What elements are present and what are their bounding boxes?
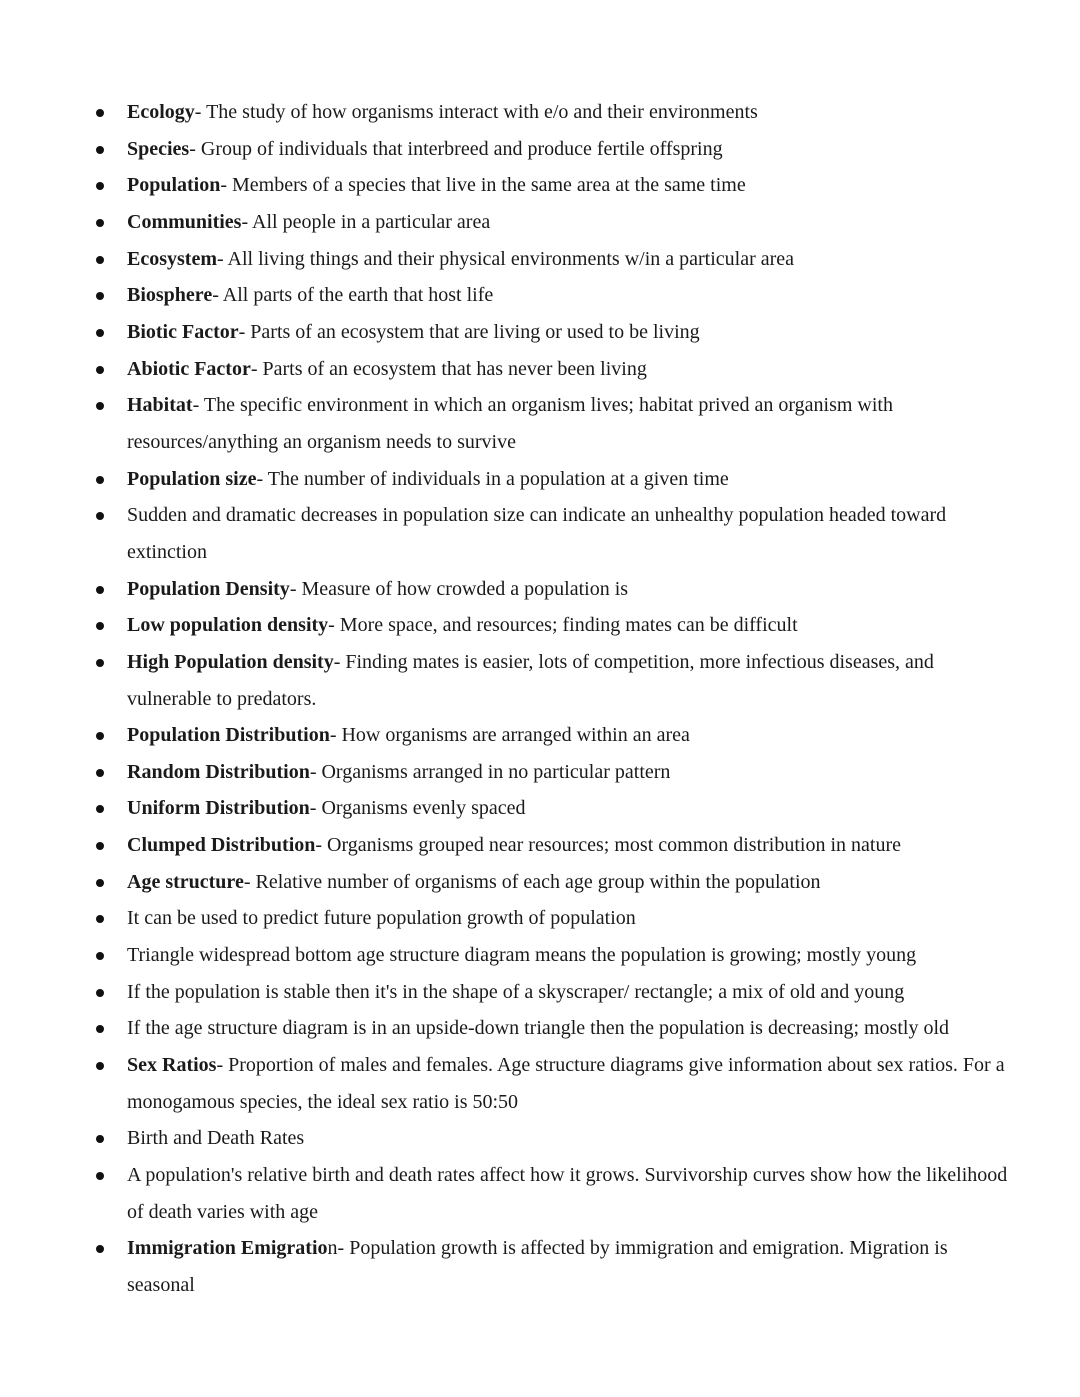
term-label: Species	[127, 137, 190, 160]
bullet-icon	[96, 329, 104, 337]
term-definition: Triangle widespread bottom age structure diagram means the population is growing; mostly young	[127, 944, 917, 967]
term-definition: - Finding mates is easier, lots of competition, more infectious diseases, and vulnerable to predators.	[127, 650, 934, 710]
bullet-icon	[96, 732, 104, 740]
term-definition: Sudden and dramatic decreases in population size can indicate an unhealthy population headed toward extinction	[127, 504, 947, 563]
bullet-icon	[96, 1245, 104, 1253]
term-label: Ecology	[127, 101, 195, 123]
term-definition: - Group of individuals that interbreed and produce fertile offspring	[189, 137, 723, 160]
term-definition: If the population is stable then it's in the shape of a skyscraper/ rectangle; a mix of old and young	[127, 980, 905, 1003]
list-item	[127, 387, 1017, 460]
term-definition: It can be used to predict future population growth of population	[127, 907, 636, 930]
bullet-icon	[96, 879, 104, 887]
term-definition: - All living things and their physical environments w/in a particular area	[216, 247, 795, 270]
bullet-icon	[96, 659, 104, 667]
list-item	[127, 1157, 1017, 1230]
term-label: Clumped Distribution	[127, 834, 316, 857]
bullet-icon	[96, 915, 104, 923]
list-item	[127, 1047, 1017, 1120]
term-label: Communities	[127, 210, 242, 233]
term-definition: - All parts of the earth that host life	[212, 284, 494, 307]
term-label: Uniform Distribution	[127, 797, 310, 820]
list-item	[127, 167, 1017, 204]
list-item	[127, 937, 1017, 974]
term-label: Age structure	[127, 870, 244, 893]
term-definition: A population's relative birth and death rates affect how it grows. Survivorship curves show how the likelihood of death varies with age	[127, 1164, 1008, 1223]
bullet-icon	[96, 1025, 104, 1033]
bullet-icon	[96, 1135, 104, 1143]
list-item	[127, 754, 1017, 791]
list-item	[127, 974, 1017, 1011]
term-label: Abiotic Factor	[127, 357, 251, 380]
bullet-icon	[96, 769, 104, 777]
list-item	[127, 644, 1017, 717]
term-label: Population Density	[127, 577, 290, 600]
bullet-icon	[96, 256, 104, 264]
term-definition: Birth and Death Rates	[127, 1127, 305, 1150]
term-definition: - Parts of an ecosystem that has never been living	[250, 357, 647, 380]
list-item	[127, 94, 1017, 131]
bullet-icon	[96, 805, 104, 813]
term-definition: - The study of how organisms interact with e/o and their environments	[194, 101, 758, 123]
list-item	[127, 717, 1017, 754]
term-definition: - Members of a species that live in the same area at the same time	[220, 174, 746, 197]
list-item	[127, 864, 1017, 901]
list-item	[127, 607, 1017, 644]
term-label: Ecosystem	[127, 247, 217, 270]
term-label: Sex Ratios	[127, 1054, 217, 1077]
term-definition: - All people in a particular area	[241, 210, 491, 233]
term-label: Population Distribution	[127, 724, 330, 747]
bullet-icon	[96, 989, 104, 997]
list-item	[127, 131, 1017, 168]
term-definition: If the age structure diagram is in an upside-down triangle then the population is decreasing; mostly old	[127, 1017, 950, 1040]
bullet-icon	[96, 586, 104, 594]
term-label: Immigration Emigratio	[127, 1237, 328, 1260]
term-label: Biotic Factor	[127, 320, 239, 343]
term-definition: - The number of individuals in a population at a given time	[256, 467, 729, 490]
term-definition: - The specific environment in which an organism lives; habitat prived an organism with resources/anything an organism needs to survive	[127, 394, 893, 453]
bullet-icon	[96, 512, 104, 520]
list-item	[127, 790, 1017, 827]
list-item	[127, 497, 1017, 570]
bullet-icon	[96, 109, 104, 117]
term-definition: - Organisms arranged in no particular pattern	[309, 760, 671, 783]
term-definition: - How organisms are arranged within an area	[329, 724, 690, 747]
bullet-icon	[96, 622, 104, 630]
list-item	[127, 900, 1017, 937]
list-item	[127, 241, 1017, 278]
term-label: Habitat	[127, 394, 193, 417]
term-definition: - Organisms grouped near resources; most common distribution in nature	[315, 834, 901, 857]
list-item	[127, 314, 1017, 351]
list-item	[127, 1120, 1017, 1157]
term-label: Population size	[127, 467, 257, 490]
term-definition: - Measure of how crowded a population is	[289, 577, 629, 600]
list-item	[127, 827, 1017, 864]
bullet-icon	[96, 1062, 104, 1070]
term-definition: - Proportion of males and females. Age structure diagrams give information about sex ratios. For a monogamous species, the ideal sex ratio is 50:50	[127, 1054, 1005, 1113]
bullet-icon	[96, 402, 104, 410]
notes-list	[127, 94, 1017, 1304]
bullet-icon	[96, 842, 104, 850]
list-item	[127, 571, 1017, 608]
term-label: Low population density	[127, 614, 329, 637]
list-item	[127, 1230, 1017, 1303]
term-label: Random Distribution	[127, 760, 310, 783]
bullet-icon	[96, 476, 104, 484]
term-label: Population	[127, 174, 221, 197]
term-label: Biosphere	[127, 284, 213, 307]
term-definition: - Relative number of organisms of each age group within the population	[243, 870, 821, 893]
term-definition: - Parts of an ecosystem that are living or used to be living	[238, 320, 700, 343]
bullet-icon	[96, 952, 104, 960]
bullet-icon	[96, 146, 104, 154]
bullet-icon	[96, 366, 104, 374]
list-item	[127, 204, 1017, 241]
list-item	[127, 1010, 1017, 1047]
term-definition: n- Population growth is affected by immigration and emigration. Migration is seasonal	[127, 1237, 948, 1296]
bullet-icon	[96, 182, 104, 190]
list-item	[127, 461, 1017, 498]
term-definition: - More space, and resources; finding mates can be difficult	[328, 614, 798, 637]
bullet-icon	[96, 1172, 104, 1180]
list-item	[127, 277, 1017, 314]
term-label: High Population density	[127, 650, 334, 673]
bullet-icon	[96, 292, 104, 300]
term-definition: - Organisms evenly spaced	[309, 797, 526, 820]
bullet-icon	[96, 219, 104, 227]
list-item	[127, 351, 1017, 388]
